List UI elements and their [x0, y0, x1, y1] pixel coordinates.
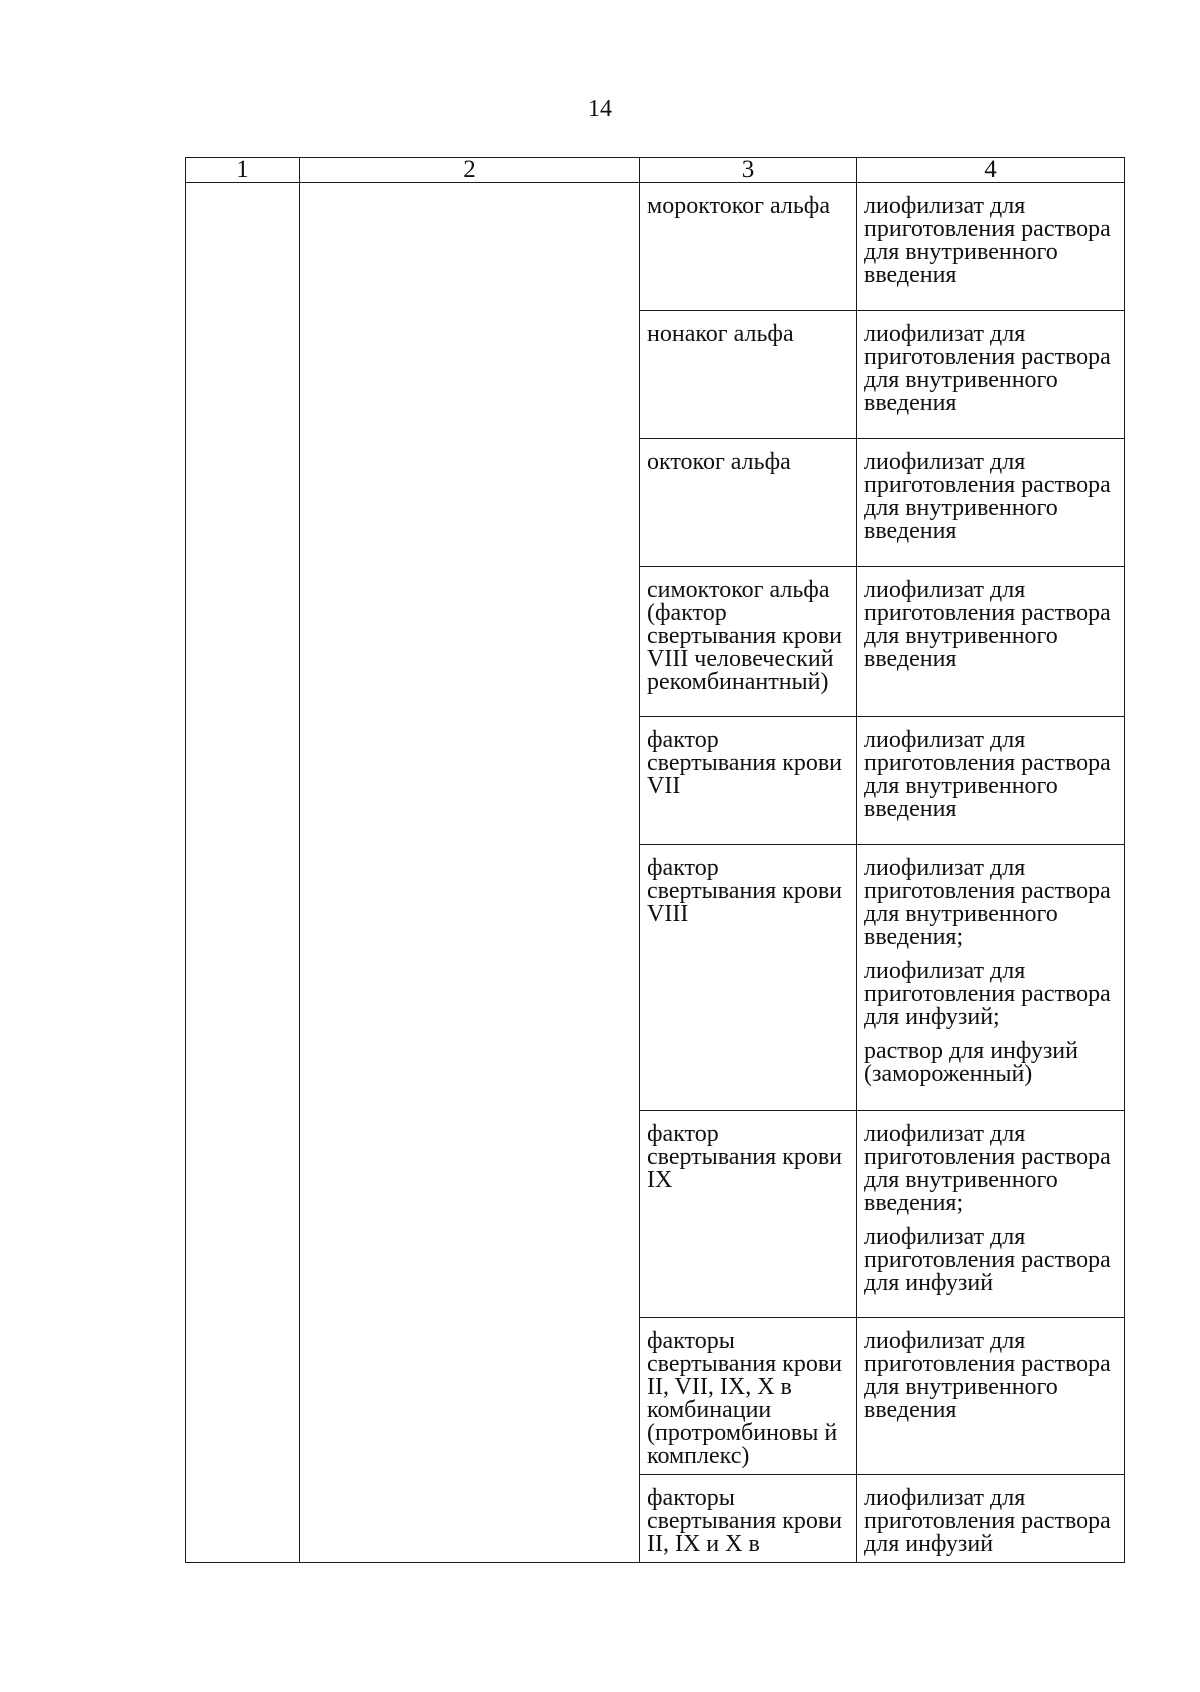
dosage-forms [857, 311, 1125, 439]
dosage-forms [857, 717, 1125, 845]
drug-name: фактор свертывания крови VIII [640, 845, 857, 1111]
dosage-form: лиофилизат для приготовления раствора для внутривенного введения [864, 193, 1111, 288]
dosage-form: лиофилизат для приготовления раствора для инфузий [864, 1224, 1111, 1296]
dosage-form: лиофилизат для приготовления раствора для инфузий; [864, 958, 1111, 1030]
dosage-form: лиофилизат для приготовления раствора для внутривенного введения; [864, 1121, 1111, 1216]
dosage-form: лиофилизат для приготовления раствора для внутривенного введения [864, 577, 1111, 672]
drug-name: октоког альфа [640, 439, 857, 567]
dosage-form: лиофилизат для приготовления раствора для внутривенного введения [864, 321, 1111, 416]
dosage-forms [857, 567, 1125, 717]
drug-name: факторы свертывания крови II, IX и X в [640, 1475, 857, 1563]
dosage-form: лиофилизат для приготовления раствора для внутривенного введения; [864, 855, 1111, 950]
column-1-cell [186, 183, 300, 1563]
drug-name: факторы свертывания крови II, VII, IX, X в комбинации (протромбиновы й комплекс) [640, 1318, 857, 1475]
dosage-form: раствор для инфузий (замороженный) [864, 1038, 1078, 1087]
dosage-forms [857, 845, 1125, 1111]
column-header: 1 [186, 158, 300, 183]
dosage-form: лиофилизат для приготовления раствора для внутривенного введения [864, 449, 1111, 544]
table-header-row [186, 158, 1125, 183]
dosage-forms [857, 183, 1125, 311]
drug-name: фактор свертывания крови VII [640, 717, 857, 845]
table-row [186, 183, 1125, 311]
dosage-forms [857, 1318, 1125, 1475]
column-header: 4 [857, 158, 1125, 183]
dosage-form: лиофилизат для приготовления раствора для инфузий [864, 1485, 1111, 1557]
dosage-forms [857, 1475, 1125, 1563]
dosage-forms [857, 1111, 1125, 1318]
medication-table [185, 157, 1125, 1563]
drug-name: фактор свертывания крови IX [640, 1111, 857, 1318]
column-header: 2 [300, 158, 640, 183]
dosage-form: лиофилизат для приготовления раствора для внутривенного введения [864, 727, 1111, 822]
dosage-forms [857, 439, 1125, 567]
drug-name: нонаког альфа [640, 311, 857, 439]
column-header: 3 [640, 158, 857, 183]
drug-name: симоктоког альфа (фактор свертывания крови VIII человеческий рекомбинантный) [640, 567, 857, 717]
page-number: 14 [588, 96, 612, 122]
dosage-form: лиофилизат для приготовления раствора для внутривенного введения [864, 1328, 1111, 1423]
column-2-cell [300, 183, 640, 1563]
drug-name: мороктоког альфа [640, 183, 857, 311]
